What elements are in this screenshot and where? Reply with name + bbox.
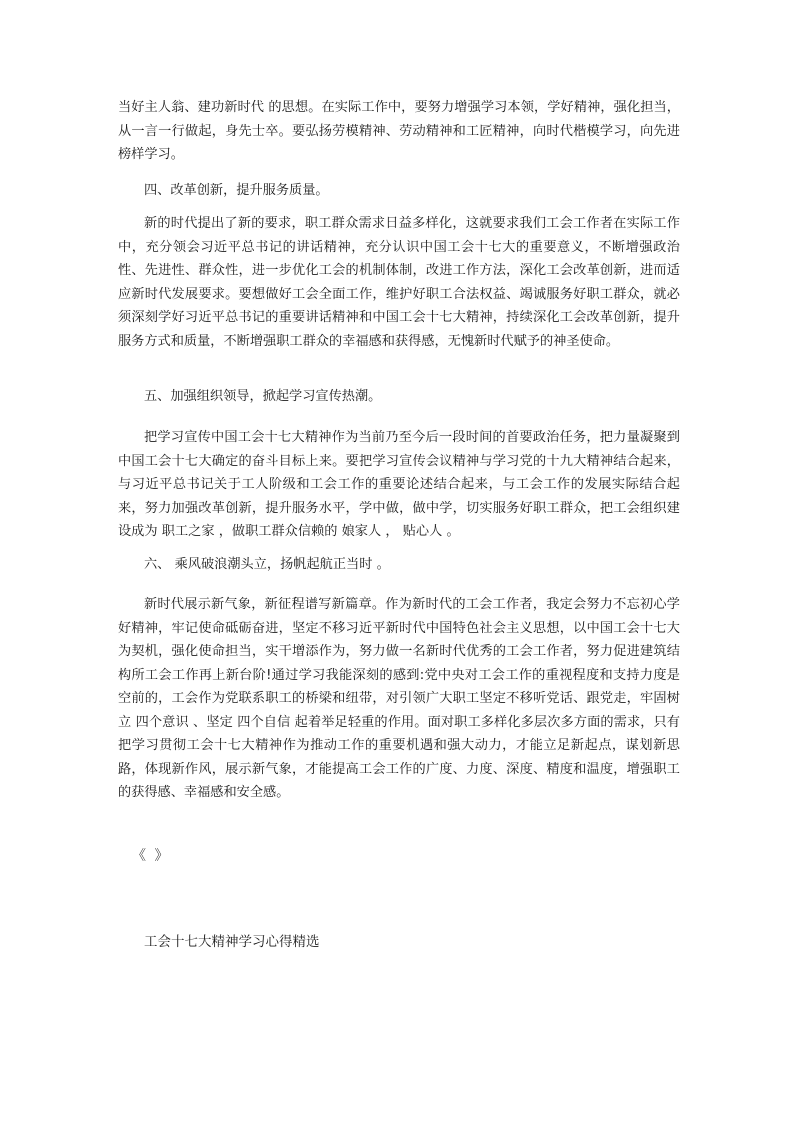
section-paragraph-4: 新的时代提出了新的要求，职工群众需求日益多样化，这就要求我们工会工作者在实际工作中，充分领会习近平总书记的讲话精神，充分认识中国工会十七大的重要意义，不断增强政治性、先进性、群众性，进一步优化工会的机制体制，改进工作方法，深化工会改革创新，进而适应新时代发展要求。要想做好工会全面工作，维护好职工合法权益、竭诚服务好职工群众，就必须深刻学好习近平总书记的重要讲话精神和中国工会十七大精神，持续深化工会改革创新，提升服务方式和质量，不断增强职工群众的幸福感和获得感，无愧新时代赋予的神圣使命。 <box>118 216 680 349</box>
section-heading-5: 五、加强组织领导，掀起学习宣传热潮。 <box>144 389 382 404</box>
section-paragraph-5: 把学习宣传中国工会十七大精神作为当前乃至今后一段时间的首要政治任务，把力量凝聚到中国工会十七大确定的奋斗目标上来。要把学习宣传会议精神与学习党的十九大精神结合起来，与习近平总书记关于工人阶级和工会工作的重要论述结合起来，与工会工作的发展实际结合起来，努力加强改革创新，提升服务水平，学中做，做中学，切实服务好职工群众，把工会组织建设成为 职工之家 ，做职工群众信赖的 娘家人 ， 贴心人 。 <box>118 430 680 539</box>
related-article-title[interactable]: 工会十七大精神学习心得精选 <box>144 934 320 950</box>
nav-marks: 《 》 <box>132 848 171 864</box>
section-paragraph-6: 新时代展示新气象，新征程谱写新篇章。作为新时代的工会工作者，我定会努力不忘初心学好精神，牢记使命砥砺奋进，坚定不移习近平新时代中国特色社会主义思想，以中国工会十七大为契机，强化使命担当，实干增添作为，努力做一名新时代优秀的工会工作者，努力促进建筑结构所工会工作再上新台阶!通过学习我能深刻的感到:党中央对工会工作的重视程度和支持力度是空前的，工会作为党联系职工的桥梁和纽带，对引领广大职工坚定不移听党话、跟党走，牢固树立 四个意识 、坚定 四个自信 起着举足轻重的作用。面对职工多样化多层次多方面的需求，只有把学习贯彻工会十七大精神作为推动工作的重要机遇和强大动力，才能立足新起点，谋划新思路，体现新作风，展示新气象，才能提高工会工作的广度、力度、深度、精度和温度，增强职工的获得感、幸福感和安全感。 <box>118 597 680 800</box>
paragraph-top: 当好主人翁、建功新时代 的思想。在实际工作中，要努力增强学习本领，学好精神，强化担当，从一言一行做起，身先士卒。要弘扬劳模精神、劳动精神和工匠精神，向时代楷模学习，向先进榜样学习。 <box>118 100 680 162</box>
section-heading-4: 四、改革创新，提升服务质量。 <box>144 183 329 198</box>
section-heading-6: 六、 乘风破浪潮头立，扬帆起航正当时 。 <box>144 557 390 572</box>
